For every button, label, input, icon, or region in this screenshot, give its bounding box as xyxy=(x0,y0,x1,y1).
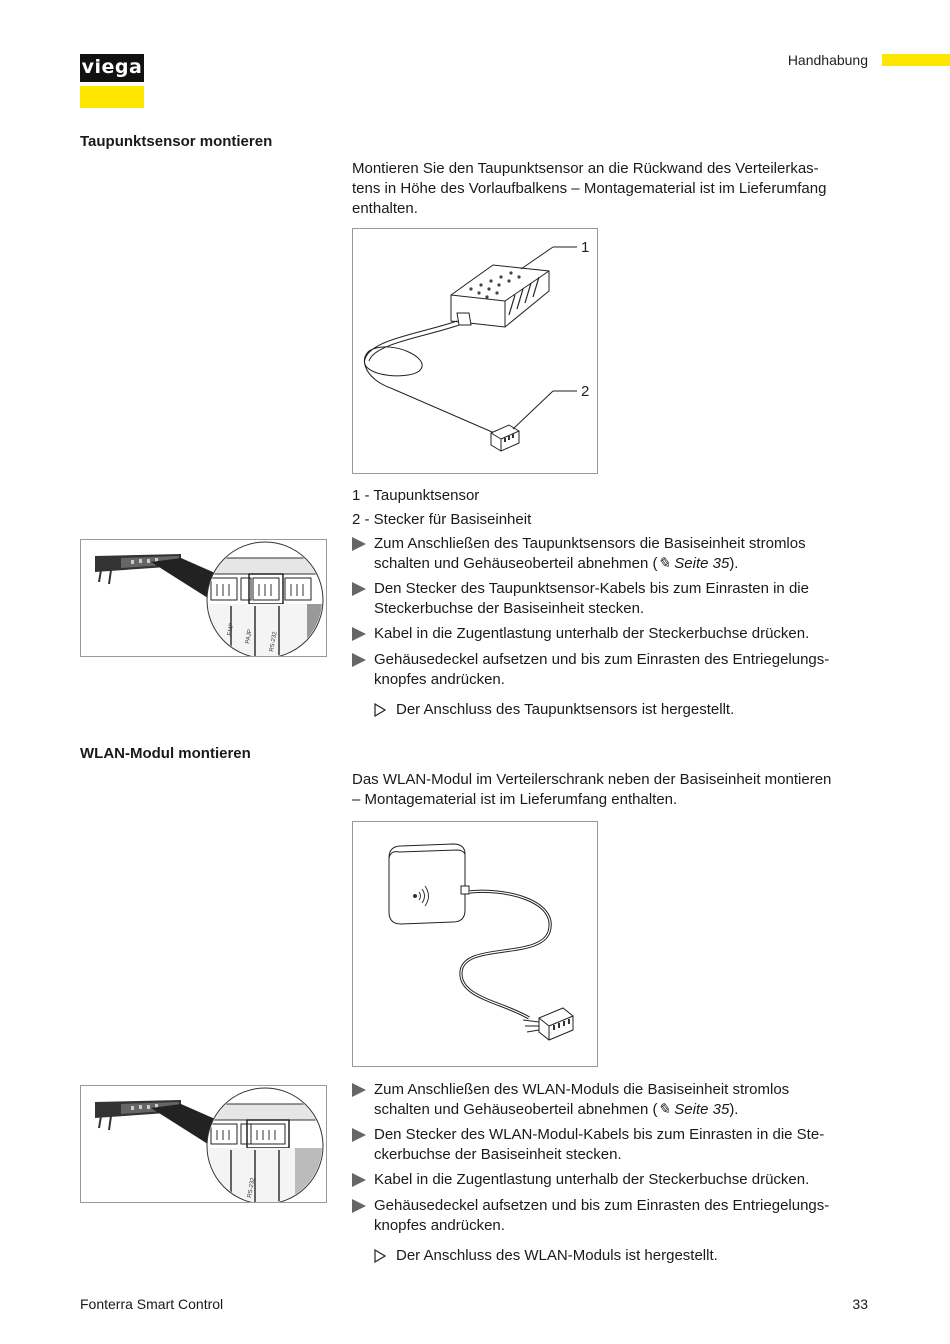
intro-line: Montieren Sie den Taupunktsensor an die Rückwand des Verteilerkas- xyxy=(352,160,819,177)
step-arrow-icon xyxy=(352,627,366,641)
instruction-step xyxy=(352,1125,872,1164)
step-arrow-icon xyxy=(352,537,366,551)
step-text: schalten und Gehäuseoberteil abnehmen (✎ Seite 35). xyxy=(374,554,739,572)
callout-1: 1 xyxy=(581,239,590,256)
step-text: knopfes andrücken. xyxy=(374,670,505,688)
result-text: Der Anschluss des WLAN-Moduls ist hergestellt. xyxy=(396,1247,718,1264)
step-text: Zum Anschließen des Taupunktsensors die Basiseinheit stromlos xyxy=(374,535,806,552)
step-arrow-icon xyxy=(352,582,366,596)
viega-logo: viega xyxy=(80,54,144,82)
step-text: Zum Anschließen des WLAN-Moduls die Basiseinheit stromlos xyxy=(374,1081,790,1098)
intro-taupunktsensor xyxy=(352,159,872,219)
result-arrow-icon xyxy=(374,1249,386,1263)
intro-line: tens in Höhe des Vorlaufbalkens – Montagematerial ist im Lieferumfang xyxy=(352,180,827,197)
step-arrow-icon xyxy=(352,653,366,667)
label-emp: EMP xyxy=(227,622,236,637)
instruction-step xyxy=(352,1196,872,1235)
instruction-step xyxy=(352,1080,872,1119)
legend-item: 1 - Taupunktsensor xyxy=(352,487,480,504)
result-arrow-icon xyxy=(374,703,386,717)
header-yellow-bar xyxy=(882,54,950,66)
instruction-step xyxy=(352,534,872,573)
instruction-step xyxy=(352,579,872,618)
footer-product: Fonterra Smart Control xyxy=(80,1296,224,1312)
wlan-module-illustration xyxy=(353,822,597,1066)
step-text: Den Stecker des WLAN-Modul-Kabels bis zum Einrasten in die Ste- xyxy=(374,1126,825,1143)
step-text: Gehäusedeckel aufsetzen und bis zum Einrasten des Entriegelungs- xyxy=(374,1197,830,1214)
instruction-step xyxy=(352,1170,872,1190)
instruction-step xyxy=(352,624,872,644)
label-rs232: RS-232 xyxy=(269,631,279,653)
step-text: knopfes andrücken. xyxy=(374,1216,505,1234)
section-header: Handhabung xyxy=(787,52,868,68)
result-line xyxy=(374,1247,718,1264)
taupunktsensor-illustration xyxy=(353,229,597,473)
base-unit-detail-figure-2 xyxy=(80,1085,327,1203)
legend-item: 2 - Stecker für Basiseinheit xyxy=(352,511,532,528)
step-text: Den Stecker des Taupunktsensor-Kabels bis zum Einrasten in die xyxy=(374,580,809,597)
step-arrow-icon xyxy=(352,1199,366,1213)
base-unit-connector-illustration xyxy=(81,1086,326,1202)
step-arrow-icon xyxy=(352,1128,366,1142)
label-pajp: PAJP xyxy=(245,628,254,645)
base-unit-detail-figure-1 xyxy=(80,539,327,657)
step-arrow-icon xyxy=(352,1173,366,1187)
callout-2: 2 xyxy=(581,383,590,400)
step-text: Steckerbuchse der Basiseinheit stecken. xyxy=(374,599,645,617)
result-text: Der Anschluss des Taupunktsensors ist hergestellt. xyxy=(396,701,735,718)
wlan-module-figure xyxy=(352,821,598,1067)
step-text: Kabel in die Zugentlastung unterhalb der Steckerbuchse drücken. xyxy=(374,1171,810,1188)
instruction-step xyxy=(352,650,872,689)
step-text: Gehäusedeckel aufsetzen und bis zum Einrasten des Entriegelungs- xyxy=(374,651,830,668)
page-number: 33 xyxy=(852,1296,868,1312)
intro-line: enthalten. xyxy=(352,200,418,217)
step-text: Kabel in die Zugentlastung unterhalb der Steckerbuchse drücken. xyxy=(374,625,810,642)
label-rs232: RS-232 xyxy=(247,1177,257,1199)
page-link[interactable]: ✎ Seite 35 xyxy=(657,1100,730,1118)
result-line xyxy=(374,701,734,718)
section-title-taupunktsensor: Taupunktsensor montieren xyxy=(80,133,273,150)
page-link[interactable]: ✎ Seite 35 xyxy=(657,554,730,572)
base-unit-connector-illustration xyxy=(81,540,326,656)
step-text: ckerbuchse der Basiseinheit stecken. xyxy=(374,1145,622,1163)
section-title-wlan: WLAN-Modul montieren xyxy=(80,745,251,762)
step-text: schalten und Gehäuseoberteil abnehmen (✎ Seite 35). xyxy=(374,1100,739,1118)
intro-wlan xyxy=(352,770,872,810)
intro-line: – Montagematerial ist im Lieferumfang enthalten. xyxy=(352,791,678,808)
taupunktsensor-figure xyxy=(352,228,598,474)
step-arrow-icon xyxy=(352,1083,366,1097)
intro-line: Das WLAN-Modul im Verteilerschrank neben der Basiseinheit montieren xyxy=(352,771,832,788)
logo-yellow-bar xyxy=(80,86,144,108)
